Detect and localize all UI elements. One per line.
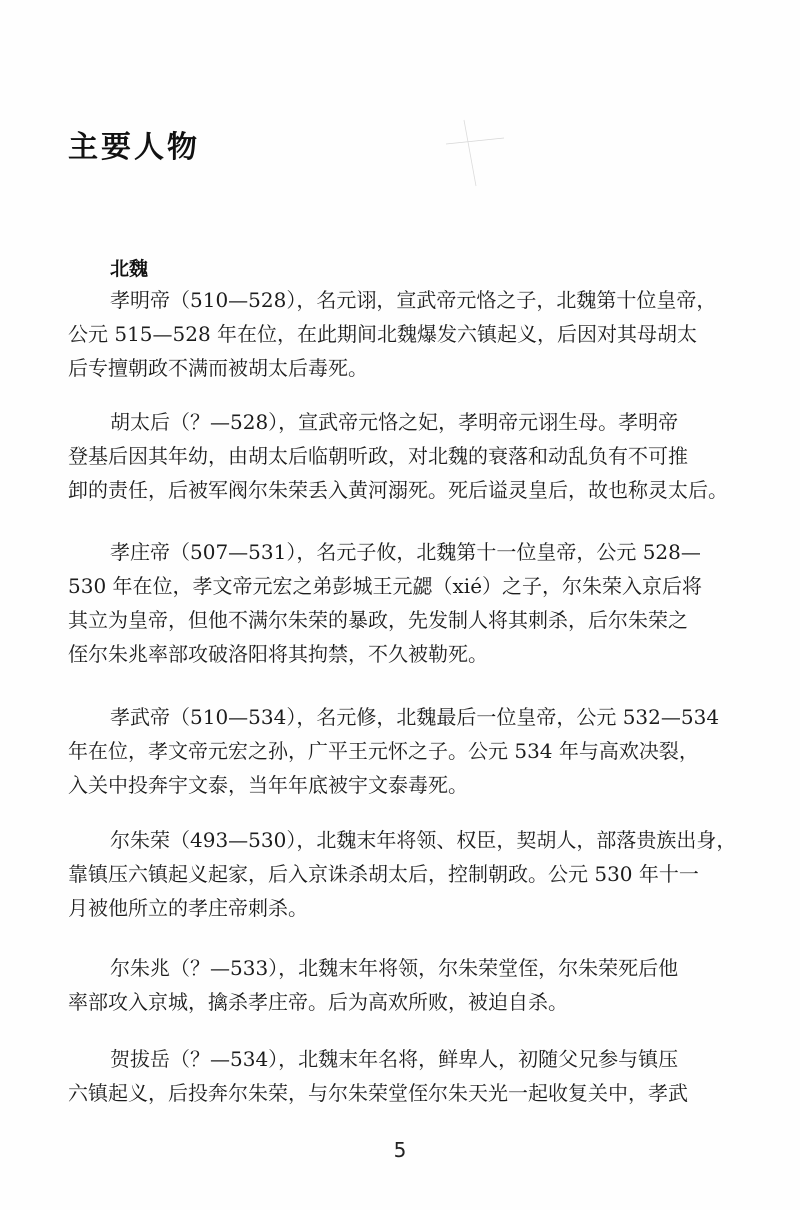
bio-erzhu-rong [68,823,737,925]
bio-line: 后专擅朝政不满而被胡太后毒死。 [68,356,368,380]
bio-line: 尔朱荣（493—530），北魏末年将领、权臣，契胡人，部落贵族出身， [110,828,737,852]
bio-line: 入关中投奔宇文泰，当年年底被宇文泰毒死。 [68,773,468,797]
bio-line: 其立为皇帝，但他不满尔朱荣的暴政，先发制人将其刺杀，后尔朱荣之 [68,608,688,632]
bio-line: 卸的责任，后被军阀尔朱荣丢入黄河溺死。死后谥灵皇后，故也称灵太后。 [68,478,728,502]
bio-line: 靠镇压六镇起义起家，后入京诛杀胡太后，控制朝政。公元 530 年十一 [68,862,699,886]
bio-line: 孝庄帝（507—531），名元子攸，北魏第十一位皇帝，公元 528— [110,540,701,564]
bio-line: 公元 515—528 年在位，在此期间北魏爆发六镇起义，后因对其母胡太 [68,322,698,346]
bio-xiaoming-emperor [68,283,717,385]
bio-line: 侄尔朱兆率部攻破洛阳将其拘禁，不久被勒死。 [68,642,488,666]
page-number: 5 [393,1138,407,1162]
bio-line: 尔朱兆（？—533），北魏末年将领，尔朱荣堂侄，尔朱荣死后他 [110,956,679,980]
bio-heba-yue [68,1042,712,1110]
scan-artifact-mark [446,118,506,188]
bio-line: 530 年在位，孝文帝元宏之弟彭城王元勰（xié）之子，尔朱荣入京后将 [68,574,703,598]
bio-line: 六镇起义，后投奔尔朱荣，与尔朱荣堂侄尔朱天光一起收复关中，孝武 [68,1081,688,1105]
bio-erzhu-zhao [68,951,712,1019]
bio-xiaowu-emperor [68,700,720,802]
bio-empress-dowager-hu [68,405,728,507]
chapter-title: 主要人物 [68,130,200,165]
bio-line: 率部攻入京城，擒杀孝庄帝。后为高欢所败，被迫自杀。 [68,990,568,1014]
section-heading: 北魏 [110,258,149,280]
bio-line: 月被他所立的孝庄帝刺杀。 [68,896,308,920]
bio-line: 登基后因其年幼，由胡太后临朝听政，对北魏的衰落和动乱负有不可推 [68,444,688,468]
bio-xiaozhuang-emperor [68,535,712,671]
bio-line: 年在位，孝文帝元宏之孙，广平王元怀之子。公元 534 年与高欢决裂， [68,739,699,763]
bio-line: 贺拔岳（？—534），北魏末年名将，鲜卑人，初随父兄参与镇压 [110,1047,679,1071]
bio-line: 胡太后（？—528），宣武帝元恪之妃，孝明帝元诩生母。孝明帝 [110,410,679,434]
bio-line: 孝武帝（510—534），名元修，北魏最后一位皇帝，公元 532—534 [110,705,720,729]
bio-line: 孝明帝（510—528），名元诩，宣武帝元恪之子，北魏第十位皇帝， [110,288,717,312]
